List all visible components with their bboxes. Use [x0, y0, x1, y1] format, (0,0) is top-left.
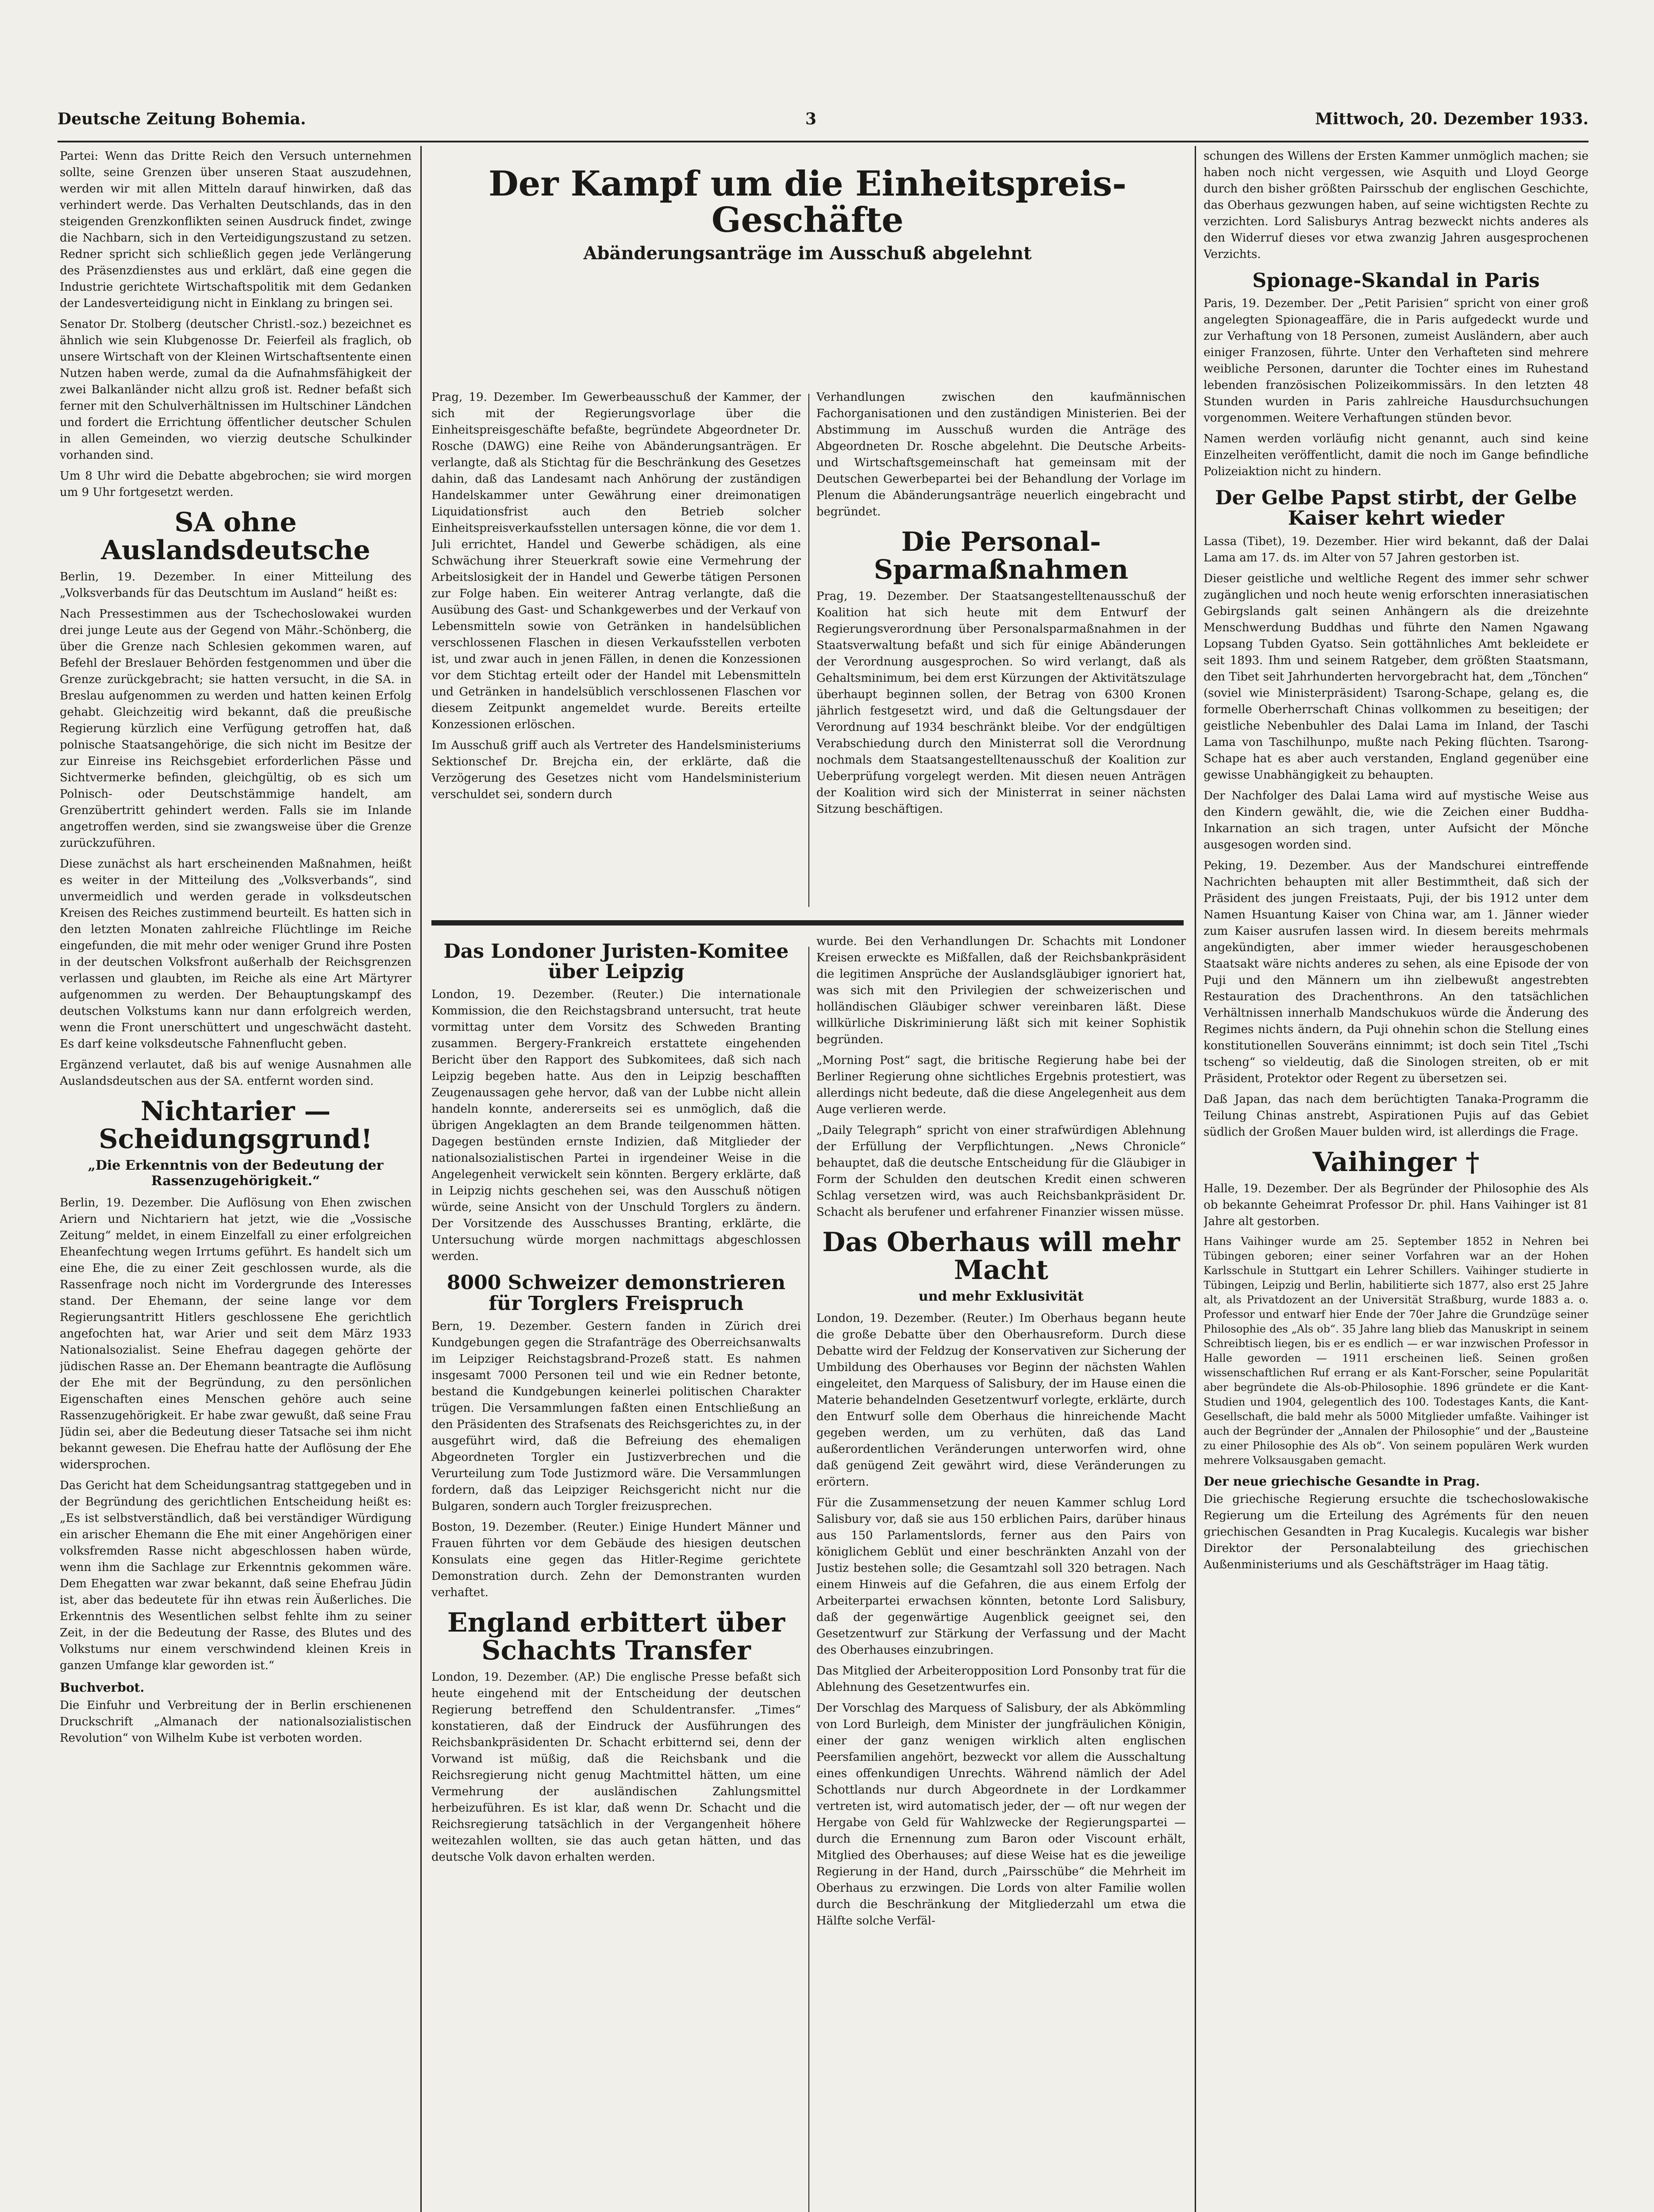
article-paragraph: Lassa (Tibet), 19. Dezember. Hier wird bekannt, daß der Dalai Lama am 17. ds. im Alter von 57 Jahren gestorben ist. — [1204, 534, 1589, 565]
headline-oberhaus: Das Oberhaus will mehr Macht — [822, 1227, 1180, 1286]
article-paragraph: Die griechische Regierung ersuchte die tschechoslowakische Regierung um die Erteilung des Agréments für den neuen griechischen Gesandten in Prag Kucalegis. Kucalegis war bisher Direktor der Personalabteilung des griechischen Außenministeriums und als Geschäftsträger im Haag tätig. — [1204, 1492, 1589, 1571]
page-number: 3 — [805, 110, 817, 128]
mid-left-bottom — [431, 933, 801, 2212]
headline-gelbe-papst: Der Gelbe Papst stirbt, der Gelbe Kaiser kehrt wieder — [1215, 487, 1577, 530]
article-paragraph: „Morning Post“ sagt, die britische Regierung habe bei der Berliner Regierung ohne sichtliches Ergebnis protestiert, was allerdings nicht bedeute, daß die diese Angelegenheit aus dem Auge verlieren werde. — [816, 1054, 1186, 1116]
mid-separator-bar — [431, 920, 1184, 926]
headline-buchverbot: Buchverbot. — [60, 1680, 145, 1695]
mid-left-top — [431, 389, 801, 916]
headline-sa-ohne-auslandsdeutsche: SA ohne Auslandsdeutsche — [101, 507, 370, 566]
article-paragraph: Halle, 19. Dezember. Der als Begründer der Philosophie des Als ob bekannte Geheimrat Professor Dr. phil. Hans Vaihinger ist 81 Jahre alt gestorben. — [1204, 1182, 1589, 1228]
column-rule-1 — [420, 146, 422, 2212]
article-paragraph: Hans Vaihinger wurde am 25. September 1852 in Nehren bei Tübingen geboren; einer seiner Vorfahren war an der Hohen Karlsschule in Stuttgart ein Lehrer Schillers. Vaihinger studierte in Tübingen, Leipzig und Berlin, habilitierte sich 1877, also erst 25 Jahre alt, als Privatdozent an der Universität Straßburg, wurde 1883 a. o. Professor und entwarf hier Ende der 70er Jahre die Grundzüge seiner Philosophie des „Als ob“. 35 Jahre lang blieb das Manuskript in seinem Schreibtisch liegen, bis er es endlich — er war inzwischen Professor in Halle geworden — 1911 erscheinen ließ. Seinen großen wissenschaftlichen Ruf errang er als Kant-Forscher, seine Popularität aber begründete die Als-ob-Philosophie. 1896 gründete er die Kant-Studien und 1904, gelegentlich des 100. Todestages Kants, die Kant-Gesellschaft, die bald mehr als 5000 Mitglieder umfaßte. Vaihinger ist auch der Begründer der „Annalen der Philosophie“ und der „Bausteine zu einer Philosophie des Als ob“. Von seinem populären Werk wurden mehrere Volksausgaben gemacht. — [1204, 1235, 1589, 1467]
article-paragraph: Bern, 19. Dezember. Gestern fanden in Zürich drei Kundgebungen gegen die Strafanträge des Oberreichsanwalts im Leipziger Reichstagsbrand-Prozeß statt. Es nahmen insgesamt 7000 Personen teil und wie ein Redner betonte, bestand die Kundgebungen keinerlei politischen Charakter trügen. Die Versammlungen faßten einen Entschließung an den Präsidenten des Strafsenats des Reichsgerichtes zu, in der ausgeführt wird, daß die Befreiung des ehemaligen Abgeordneten Torgler ein Justizverbrechen und die Verurteilung zum Tode Justizmord wäre. Die Versammlungen fordern, daß das Leipziger Reichsgericht nicht nur die Bulgaren, sondern auch Torgler freizusprechen. — [431, 1319, 801, 1513]
mid-right-top — [816, 389, 1186, 916]
article-paragraph: schungen des Willens der Ersten Kammer unmöglich machen; sie haben noch nicht vergessen, wie Asquith und Lloyd George durch den bisher größten Pairsschub der englischen Geschichte, das Oberhaus gezwungen haben, auf seine wichtigsten Rechte zu verzichten. Lord Salisburys Antrag bezweckt nichts anderes als den Widerruf dieses vor etwa zwanzig Jahren ausgesprochenen Verzichts. — [1204, 150, 1589, 261]
article-paragraph: Verhandlungen zwischen den kaufmännischen Fachorganisationen und den zuständigen Ministerien. Bei der Abstimmung im Ausschuß wurden die Anträge des Abgeordneten Dr. Rosche abgelehnt. Die Deutsche Arbeits- und Wirtschaftsgemeinschaft hat gemeinsam mit der Deutschen Gewerbepartei bei der Behandlung der Vorlage im Plenum die Abänderungsanträge neuerlich eingebracht und begründet. — [816, 391, 1186, 518]
headline-personal-sparmassnahmen: Die Personal-Sparmaßnahmen — [873, 526, 1129, 585]
article-paragraph: London, 19. Dezember. (Reuter.) Die internationale Kommission, die den Reichstagsbrand untersucht, trat heute vormittag unter dem Vorsitz des Schweden Branting zusammen. Bergery-Frankreich erstattete eingehenden Bericht über den Rapport des Subkomitees, daß sich nach Leipzig begeben hatte. Aus den in Leipzig beschafften Zeugenaussagen gehe hervor, daß van der Lubbe nicht allein handeln konnte, andererseits sei es unmöglich, daß die übrigen Angeklagten an dem Brande teilgenommen hätten. Dagegen bestünden ernste Indizien, daß Mitglieder der nationalsozialistischen Partei in irgendeiner Weise in die Angelegenheit verwickelt sein könnten. Bergery erklärte, daß in Leipzig nichts geschehen sei, was den Ausschuß nötigen würde, seine Ansicht von der Unschuld Torglers zu ändern. Der Vorsitzende des Ausschusses Branting, erklärte, die Untersuchung würde morgen nachmittags abgeschlossen werden. — [431, 988, 801, 1263]
article-paragraph: Daß Japan, das nach dem berüchtigten Tanaka-Programm die Teilung Chinas anstrebt, Aspirationen Pujis auf das Gebiet südlich der Großen Mauer bulden wird, ist allerdings die Frage. — [1204, 1092, 1589, 1139]
article-paragraph: London, 19. Dezember. (Reuter.) Im Oberhaus begann heute die große Debatte über den Oberhausreform. Durch diese Debatte wird der Feldzug der Konservativen zur Sicherung der Umbildung des Oberhauses vor Beginn der nächsten Wahlen eingeleitet, den Marquess of Salisbury, der im Hause einen die Materie behandelnden Gesetzentwurf vorlegte, erklärte, durch den Entwurf solle dem Oberhaus die hinreichende Macht gegeben werden, um zu verhüten, daß das Land außerordentlichen Veränderungen unterworfen wird, ohne daß genügend Zeit gewährt wird, diese Veränderungen zu erörtern. — [816, 1312, 1186, 1489]
article-paragraph: Für die Zusammensetzung der neuen Kammer schlug Lord Salisbury vor, daß sie aus 150 erblichen Pairs, darüber hinaus aus 150 Parlamentslords, ferner aus den Pairs von königlichem Geblüt und einer beschränkten Anzahl von der Justiz bestehen solle; die Gesamtzahl soll 320 betragen. Nach einem Hinweis auf die Gefahren, die aus einem Erfolg der Arbeiterpartei erwachsen könnten, betonte Lord Salisbury, daß der gegenwärtige Augenblick geeignet sei, den Gesetzentwurf zur Stärkung der Verfassung und der Macht des Oberhauses einzubringen. — [816, 1496, 1186, 1657]
subheadline-der-kampf: Abänderungsanträge im Ausschuß abgelehnt — [583, 242, 1032, 264]
headline-der-kampf: Der Kampf um die Einheitspreis-Geschäfte — [489, 164, 1127, 240]
article-paragraph: „Daily Telegraph“ spricht von einer strafwürdigen Ablehnung der Erfüllung der Verpflichtungen. „News Chronicle“ behauptet, daß die deutsche Entscheidung für die Gläubiger in Form der Schulden den deutschen Kredit einen schweren Schlag versetzen wird, was auch Reichsbankpräsident Dr. Schacht als berufener und erfahrener Finanzier wissen müsse. — [816, 1124, 1186, 1219]
article-paragraph: Dieser geistliche und weltliche Regent des immer sehr schwer zugänglichen und noch heute wenig erforschten innerasiatischen Gebirgslands galt seinen Anhängern als die dreizehnte Menschwerdung Buddhas und führte den Namen Ngawang Lopsang Tubden Gyatso. Sein gottähnliches Amt bekleidete er seit 1893. Ihm und seinem Ratgeber, dem größten Staatsmann, den Tibet seit Jahrhunderten hervorgebracht hat, dem „Tönchen“ (soviel wie Ministerpräsident) Tsarong-Schape, gelang es, die formelle Oberherrschaft Chinas vollkommen zu beseitigen; der geistliche Nebenbuhler des Dalai Lama im Inland, der Taschi Lama von Taschilhunpo, mußte nach Peking flüchten. Tsarong-Schape hat es aber auch verstanden, England gegenüber eine gewisse Unabhängigkeit zu behaupten. — [1204, 572, 1589, 782]
header-rule — [58, 141, 1589, 142]
headline-griechischer-gesandter: Der neue griechische Gesandte in Prag. — [1204, 1474, 1480, 1489]
article-paragraph: Prag, 19. Dezember. Der Staatsangestelltenausschuß der Koalition hat sich heute mit dem Entwurf der Regierungsverordnung über Personalsparmaßnahmen in der Staatsverwaltung befaßt und sich für einige Abänderungen der Verordnung ausgesprochen. So wird verlangt, daß als Gehaltsminimum, bei dem erst Kürzungen der Aktivitätszulage überhaupt beginnen sollen, der Betrag von 6300 Kronen jährlich festgesetzt wird, und daß die Geltungsdauer der Verordnung auf 1934 beschränkt bleibe. Vor der endgültigen Verabschiedung durch den Ministerrat soll die Verordnung nochmals dem Staatsangestelltenausschuß der Koalition zur Ueberprüfung vorgelegt werden. Mit diesen neuen Anträgen der Koalition wird sich der Ministerrat in seiner nächsten Sitzung beschäftigen. — [816, 590, 1186, 816]
column-rule-mid-top — [808, 394, 809, 907]
kampf-headline-block — [431, 148, 1184, 389]
article-paragraph: Prag, 19. Dezember. Im Gewerbeausschuß der Kammer, der sich mit der Regierungsvorlage über die Einheitspreisgeschäfte befaßte, begründete Abgeordneter Dr. Rosche (DAWG) eine Reihe von Abänderungsanträgen. Er verlangte, daß als Stichtag für die Beschränkung des Gesetzes dahin, daß das Landesamt nach Anhörung der zuständigen Handelskammer unter Gewährung einer dreimonatigen Liquidationsfrist auch den Betrieb solcher Einheitspreisverkaufsstellen untersagen könne, die vor dem 1. Juli errichtet, Handel und Gewerbe schädigen, als eine Schwächung ihrer Steuerkraft sowie eine Vermehrung der Arbeitslosigkeit der in Handel und Gewerbe tätigen Personen zur Folge haben. Ein weiterer Antrag verlangte, daß die Ausübung des Gast- und Schankgewerbes und der Verkauf von Lebensmitteln sowie von Getränken in handelsüblichen verschlossenen Flaschen in diesen Verkaufsstellen verboten ist, und zwar auch in jenen Fällen, in denen die Konzessionen vor dem Stichtag erteilt oder der Handel mit Lebensmitteln und Getränken in handelsüblich verschlossenen Flaschen vor diesem Zeitpunkt angemeldet wurde. Bereits erteilte Konzessionen erlöschen. — [431, 391, 801, 731]
article-paragraph: London, 19. Dezember. (AP.) Die englische Presse befaßt sich heute eingehend mit der Entscheidung der deutschen Regierung betreffend den Schuldentransfer. „Times“ konstatieren, daß der Eindruck der Ausführungen des Reichsbankpräsidenten Dr. Schacht erbitternd sei, denn der Vorwand ist müßig, daß die Reichsbank und die Reichsregierung nicht genug Machtmittel hätten, um eine Vermehrung der ausländischen Zahlungsmittel herbeizuführen. Es ist klar, daß wenn Dr. Schacht und die Reichsregierung tatsächlich in der Vergangenheit höhere weitezahlen wollten, sie das auch getan hätten, und das deutsche Volk davon erhalten werden. — [431, 1670, 801, 1864]
col1-paragraph: Um 8 Uhr wird die Debatte abgebrochen; sie wird morgen um 9 Uhr fortgesetzt werden. — [60, 469, 412, 499]
article-paragraph: wurde. Bei den Verhandlungen Dr. Schachts mit Londoner Kreisen erweckte es Mißfallen, daß der Reichsbankpräsident die legitimen Ansprüche der Auslandsgläubiger ignoriert hat, was sich mit den Privilegien der schweizerischen und holländischen Gläubiger schwer vereinbaren läßt. Diese willkürliche Diskriminierung läßt sich mit keiner Sophistik begründen. — [816, 935, 1186, 1046]
column-3 — [1204, 148, 1589, 2212]
col1-paragraph: Partei: Wenn das Dritte Reich den Versuch unternehmen sollte, seine Grenzen über unseren Staat auszudehnen, werden wir mit allen Mitteln darauf hinwirken, daß das verhindert werde. Das Verhalten Deutschlands, das in den steigenden Grenzkonflikten seinen Ausdruck findet, zwinge die Nachbarn, sich in den Verteidigungszustand zu setzen. Redner spricht sich schließlich gegen jede Verlängerung des Präsenzdienstes aus und erklärt, daß eine gegen die Industrie gerichtete Wirtschaftspolitik mit dem Gedanken der Landesverteidigung nicht in Einklang zu bringen sei. — [60, 150, 412, 310]
article-paragraph: Paris, 19. Dezember. Der „Petit Parisien“ spricht von einer groß angelegten Spionageaffäre, die in Paris aufgedeckt wurde und zur Verhaftung von 18 Personen, zumeist Ausländern, aber auch einiger Franzosen, führte. Unter den Verhafteten sind mehrere weibliche Personen, darunter die Tochter eines im Ruhestand lebenden französischen Polizeikommissärs. In den letzten 48 Stunden wurden in Paris zahlreiche Hausdurchsuchungen vorgenommen. Weitere Verhaftungen stünden bevor. — [1204, 297, 1589, 425]
col1-paragraph: Senator Dr. Stolberg (deutscher Christl.-soz.) bezeichnet es ähnlich wie sein Klubgenosse Dr. Feierfeil als fraglich, ob unsere Wirtschaft von der Kleinen Wirtschaftsentente einen Nutzen haben werde, zumal da die Aufnahmsfähigkeit der zwei Balkanländer nicht allzu groß ist. Redner befaßt sich ferner mit den Schulverhältnissen im Hultschiner Ländchen und fordert die Errichtung öffentlicher deutscher Schulen in allen Gemeinden, wo vierzig deutsche Schulkinder vorhanden sind. — [60, 318, 412, 462]
article-paragraph: Die Einfuhr und Verbreitung der in Berlin erschienenen Druckschrift „Almanach der nationalsozialistischen Revolution“ von Wilhelm Kube ist verboten worden. — [60, 1699, 412, 1745]
masthead-left: Deutsche Zeitung Bohemia. — [58, 110, 306, 128]
date-line: Mittwoch, 20. Dezember 1933. — [1315, 110, 1589, 128]
headline-spionage-skandal: Spionage-Skandal in Paris — [1252, 269, 1540, 292]
headline-schweizer-demonstrieren: 8000 Schweizer demonstrieren für Torglers Freispruch — [446, 1271, 786, 1315]
mid-right-bottom — [816, 933, 1186, 2212]
article-paragraph: Der Nachfolger des Dalai Lama wird auf mystische Weise aus den Kindern gewählt, die, wie die Zeichen einer Buddha-Inkarnation an sich tragen, unter Aufsicht der Mönche ausgesogen worden sind. — [1204, 789, 1589, 852]
article-paragraph: Namen werden vorläufig nicht genannt, auch sind keine Einzelheiten veröffentlicht, damit die noch im Gange befindliche Polizeiaktion nicht zu hindern. — [1204, 432, 1589, 479]
article-paragraph: Nach Pressestimmen aus der Tschechoslowakei wurden drei junge Leute aus der Gegend von Mähr.-Schönberg, die über die Grenze nach Schlesien gekommen waren, auf Befehl der Breslauer Behörden festgenommen und über die Grenze zurückgebracht; sie hatten versucht, in die SA. in Breslau aufgenommen zu werden und hatten keinen Erfolg gehabt. Gleichzeitig wird bekannt, daß die preußische Regierung kürzlich eine Verfügung getroffen hat, daß polnische Staatsangehörige, die sich nicht im Besitze der zur Einreise ins Reichsgebiet erforderlichen Pässe und Sichtvermerke befinden, gleichgültig, ob es sich um Polnisch- oder Deutschstämmige handelt, am Grenzübertritt gehindert werden. Falls sie im Inlande angetroffen werden, sind sie zwangsweise über die Grenze zurückzuführen. — [60, 607, 412, 850]
article-paragraph: Das Gericht hat dem Scheidungsantrag stattgegeben und in der Begründung des gerichtlichen Entscheidung heißt es: „Es ist selbstverständlich, daß bei verständiger Würdigung ein arischer Ehemann die Ehe mit einer Angehörigen einer volksfremden Rasse nicht abgeschlossen haben würde, wenn ihm die Sachlage zur Erkenntnis gekommen wäre. Dem Ehegatten war zwar bekannt, daß seine Ehefrau Jüdin ist, aber das bedeutete für ihn etwas rein Äußerliches. Die Erkenntnis des Wesentlichen selbst fehlte ihm zu seiner Zeit, in der die Bedeutung der Rasse, des Blutes und des Volkstums nur einem verschwindend kleinen Kreis in ganzen Umfange klar geworden ist.“ — [60, 1479, 412, 1672]
article-paragraph: Der Vorschlag des Marquess of Salisbury, der als Abkömmling von Lord Burleigh, dem Minister der jungfräulichen Königin, einer der ganz wenigen wirklich alten englischen Peersfamilien angehört, bezweckt vor allem die Ausschaltung eines offenkundigen Unrechts. Während nämlich der Adel Schottlands nur durch Abgeordnete in der Lordkammer vertreten ist, wird automatisch jeder, der — oft nur wegen der Hergabe von Geld für Wahlzwecke der Regierungspartei — durch die Ernennung zum Baron oder Viscount erhält, Mitglied des Oberhauses; auf diese Weise hat es die jeweilige Regierung in der Hand, durch „Pairsschübe“ die Mehrheit im Oberhaus zu erzwingen. Die Lords von alter Familie wollen durch die Beschränkung der Mitgliederzahl um etwa die Hälfte solche Verfäl- — [816, 1701, 1186, 1928]
column-rule-mid-bottom — [808, 947, 809, 2212]
page-header — [58, 110, 1589, 136]
headline-londoner-juristen-komitee: Das Londoner Juristen-Komitee über Leipzig — [443, 940, 789, 983]
column-1 — [60, 148, 412, 2212]
article-paragraph: Berlin, 19. Dezember. Die Auflösung von Ehen zwischen Ariern und Nichtariern hat jetzt, wie die „Vossische Zeitung“ meldet, in einem Einzelfall zu einer erfolgreichen Eheanfechtung wegen Irrtums geführt. Es handelt sich um eine Ehe, die zu einer Zeit geschlossen wurde, als die Rassenfrage noch nicht im Vordergrunde des Interesses stand. Der Ehemann, der seine lange vor dem Regierungsantritt Hitlers geschlossene Ehe gerichtlich angefochten hat, war Arier und seit dem März 1933 Nationalsozialist. Seine Ehefrau dagegen gehörte der jüdischen Rasse an. Der Ehemann beantragte die Auflösung der Ehe mit der Begründung, zu den persönlichen Eigenschaften eines Menschen gehöre auch seine Rassenzugehörigkeit. Er habe zwar gewußt, daß seine Frau Jüdin sei, aber die Bedeutung dieser Tatsache sei ihm nicht bekannt gewesen. Die Ehefrau hatte der Auflösung der Ehe widersprochen. — [60, 1196, 412, 1471]
article-paragraph: Das Mitglied der Arbeiteropposition Lord Ponsonby trat für die Ablehnung des Gesetzentwurfes ein. — [816, 1664, 1186, 1694]
article-paragraph: Peking, 19. Dezember. Aus der Mandschurei eintreffende Nachrichten behaupten mit aller Bestimmtheit, daß sich der Präsident des jungen Freistaats, Puji, der bis 1912 unter dem Namen Hsuantung Kaiser von China war, am 1. Jänner wieder zum Kaiser ausrufen lassen wird. In diesem bereits mehrmals angekündigten, aber immer wieder herausgeschobenen Staatsakt wäre nichts anderes zu sehen, als eine Episode der von Puji und den Männern um ihn zielbewußt angestrebten Restauration des Drachenthrons. An den tatsächlichen Verhältnissen innerhalb Mandschukuos würde die Änderung des Regimes nichts ändern, da Puji ohnehin schon die Stellung eines konstitutionellen Souveräns einnimmt; ist doch sein Titel „Tschi tscheng“ so vieldeutig, daß die Sinologen streiten, ob er mit Präsident, Protektor oder Regent zu übersetzen sei. — [1204, 859, 1589, 1085]
column-rule-2 — [1195, 146, 1196, 2212]
headline-vaihinger: Vaihinger † — [1312, 1146, 1480, 1178]
article-paragraph: Ergänzend verlautet, daß bis auf wenige Ausnahmen alle Auslandsdeutschen aus der SA. entfernt worden sind. — [60, 1058, 412, 1088]
subheadline-nichtarier: „Die Erkenntnis von der Bedeutung der Rassenzugehörigkeit.“ — [88, 1158, 384, 1189]
article-paragraph: Diese zunächst als hart erscheinenden Maßnahmen, heißt es weiter in der Mitteilung des „Volksverbands“, sind unvermeidlich und werden gerade in volksdeutschen Kreisen des Reiches zustimmend beurteilt. Es hatten sich in den letzten Monaten zahlreiche Flüchtlinge im Reiche eingefunden, die mit mehr oder weniger Grund ihre Posten in der deutschen Volksfront außerhalb der Reichsgrenzen verlassen und glaubten, im Reiche als eine Art Märtyrer aufgenommen zu werden. Der Behauptungskampf des deutschen Volkstums kann nur dann erfolgreich werden, wenn die Front unerschüttert und ungeschwächt dasteht. Es darf keine volksdeutsche Fahnenflucht geben. — [60, 857, 412, 1051]
headline-nichtarier: Nichtarier — Scheidungsgrund! — [99, 1096, 373, 1155]
article-paragraph: Boston, 19. Dezember. (Reuter.) Einige Hundert Männer und Frauen führten vor dem Gebäude des hiesigen deutschen Konsulats eine gegen das Hitler-Regime gerichtete Demonstration durch. Zehn der Demonstranten wurden verhaftet. — [431, 1520, 801, 1599]
headline-england-erbittert: England erbittert über Schachts Transfer — [447, 1607, 785, 1666]
article-paragraph: Berlin, 19. Dezember. In einer Mitteilung des „Volksverbands für das Deutschtum im Ausland“ heißt es: — [60, 570, 412, 600]
article-paragraph: Im Ausschuß griff auch als Vertreter des Handelsministeriums Sektionschef Dr. Brejcha ein, der erklärte, daß die Verzögerung des Gesetzes nicht vom Handelsministerium verschuldet sei, sondern durch — [431, 739, 801, 801]
subheadline-oberhaus: und mehr Exklusivität — [919, 1289, 1084, 1304]
